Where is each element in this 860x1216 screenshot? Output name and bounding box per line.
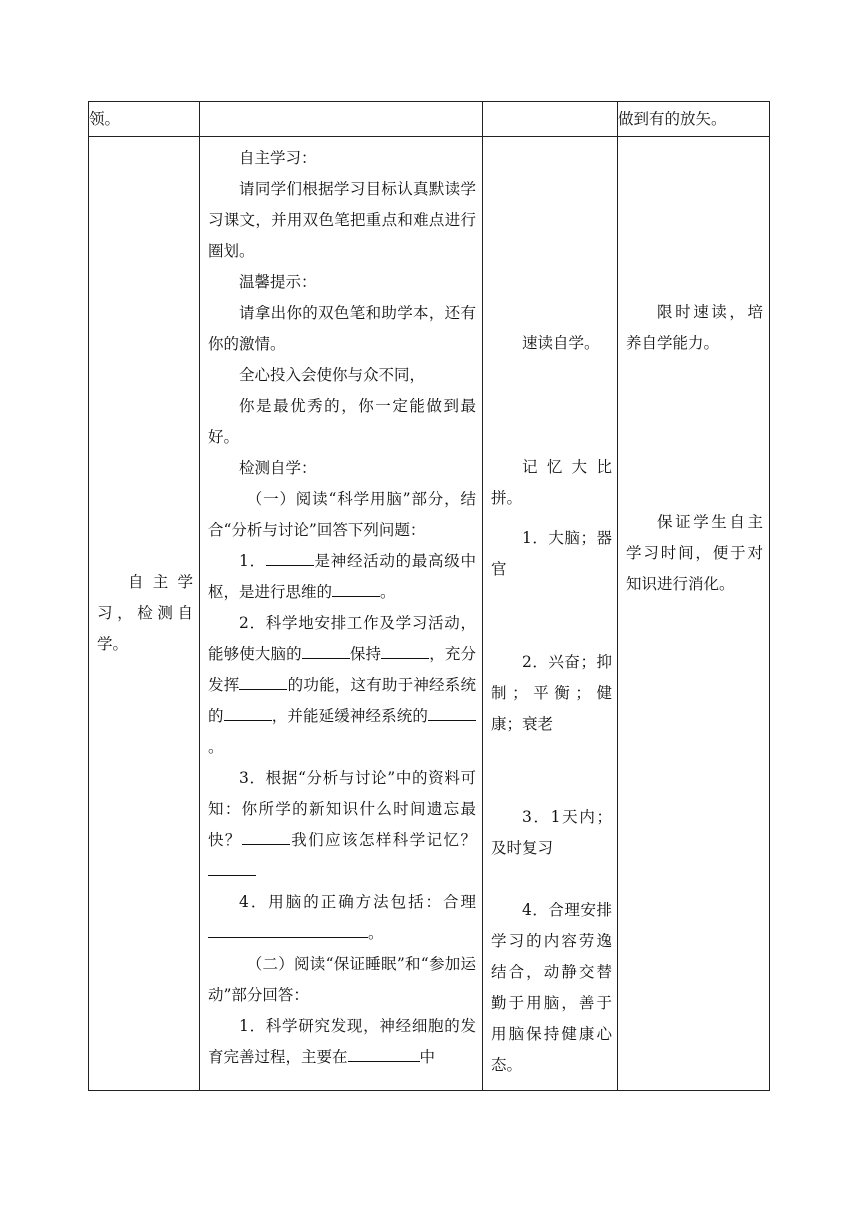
cell-design-intent: [618, 137, 770, 1091]
cell-student-top: [483, 102, 618, 137]
blank-line: [239, 671, 287, 690]
para-self-study: 自主学习：: [239, 149, 317, 167]
para-tips-2: 全心投入会使你与众不同，: [239, 366, 426, 384]
blank-line: [208, 919, 368, 938]
para-check-title: 检测自学：: [239, 459, 317, 477]
para-tips-1: 请拿出你的双色笔和助学本，还有你的激情。: [208, 304, 476, 353]
blank-line: [208, 857, 256, 876]
para-section-1: （一）阅读“科学用脑”部分，结合“分析与讨论”回答下列问题：: [208, 490, 476, 539]
intent-self-study-time: 保证学生自主学习时间，便于对知识进行消化。: [626, 513, 763, 593]
para-instructions: 请同学们根据学习目标认真默读学习课文，并用双色笔把重点和难点进行圈划。: [208, 180, 476, 260]
cell-teacher-activity: [200, 137, 483, 1091]
lesson-plan-table: [88, 101, 770, 1091]
blank-line: [266, 547, 314, 566]
question-4: 4．用脑的正确方法包括：合理。: [208, 887, 476, 949]
question-1: 1． 是神经活动的最高级中枢，是进行思维的 。: [208, 546, 476, 608]
table-row: [89, 137, 770, 1091]
question-3: 3．根据“分析与讨论”中的资料可知：你所学的新知识什么时间遗忘最快？ 我们应该怎样科学记忆？: [208, 763, 476, 887]
student-memory-contest: 记 忆 大 比 拼。: [491, 458, 612, 507]
stage-label: 自主学习，检测自学。: [97, 573, 193, 653]
cell-student-activity: [483, 137, 618, 1091]
answer-3: 3．1天内；及时复习: [491, 808, 612, 857]
blank-line: [348, 1043, 420, 1062]
cell-stage-top: 领。: [89, 102, 200, 137]
para-tips-3: 你是最优秀的，你一定能做到最好。: [208, 397, 476, 446]
blank-line: [242, 826, 290, 845]
table-row: [89, 102, 770, 137]
blank-line: [332, 578, 380, 597]
blank-line: [381, 640, 429, 659]
blank-line: [428, 702, 476, 721]
para-section-2: （二）阅读“保证睡眠”和“参加运动”部分回答：: [208, 955, 476, 1004]
answer-2: 2．兴奋；抑制；平衡；健康；衰老: [491, 653, 612, 733]
cell-stage: [89, 137, 200, 1091]
para-tips-title: 温馨提示：: [239, 273, 317, 291]
question-2: 2．科学地安排工作及学习活动，能够使大脑的 保持 ，充分发挥 的功能，这有助于神经系统的 ，并能延缓神经系统的。: [208, 614, 476, 756]
cell-intent-top: 做到有的放矢。: [618, 102, 770, 137]
answer-4: 4．合理安排学习的内容劳逸结合，动静交替勤于用脑，善于用脑保持健康心态。: [491, 901, 612, 1074]
intent-speed-read: 限时速读，培养自学能力。: [626, 303, 763, 352]
student-speed-read: 速读自学。: [522, 334, 600, 352]
blank-line: [224, 702, 272, 721]
question-5: 1．科学研究发现，神经细胞的发育完善过程，主要在 中: [208, 1017, 476, 1066]
blank-line: [302, 640, 350, 659]
answer-1: 1．大脑；器官: [491, 529, 612, 578]
cell-teacher-top: [200, 102, 483, 137]
